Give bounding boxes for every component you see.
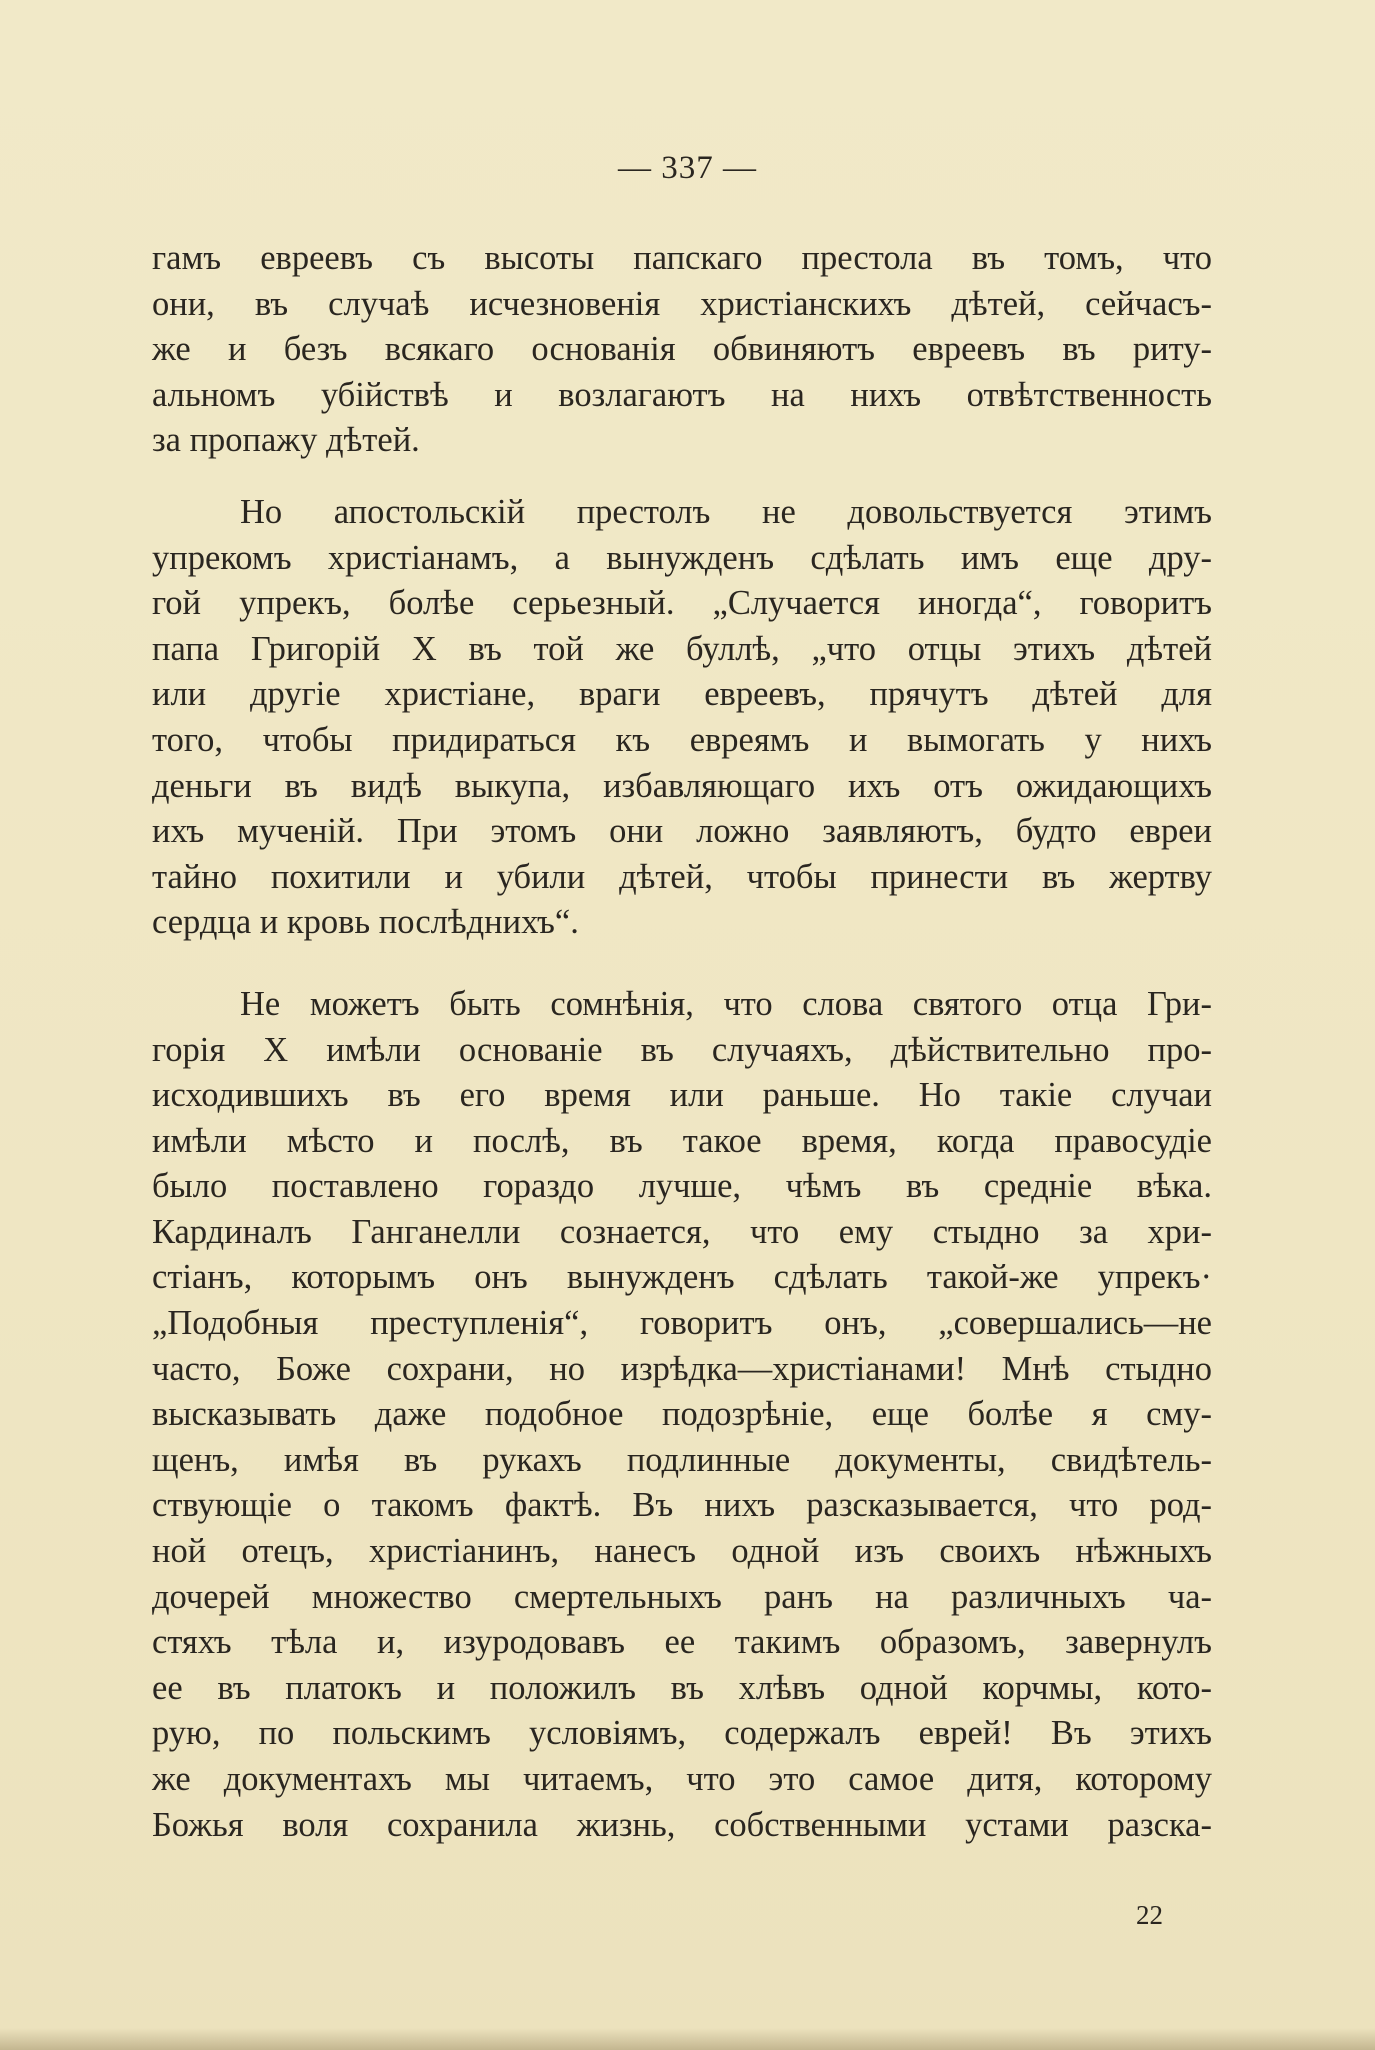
text-line: стяхъ тѣла и, изуродовавъ ее такимъ образомъ, завернулъ [152, 1623, 1212, 1662]
text-line: Божья воля сохранила жизнь, собственными устами разска- [152, 1805, 1212, 1844]
signature-mark: 22 [1136, 1900, 1163, 1930]
text-line: папа Григорій X въ той же буллѣ, „что отцы этихъ дѣтей [152, 629, 1212, 668]
text-line: тайно похитили и убили дѣтей, чтобы принести въ жертву [152, 857, 1212, 896]
text-line: дочерей множество смертельныхъ ранъ на различныхъ ча- [152, 1577, 1212, 1616]
text-line: Кардиналъ Ганганелли сознается, что ему стыдно за хри- [152, 1212, 1212, 1251]
paragraph-3 [152, 982, 1212, 1848]
text-line: ее въ платокъ и положилъ въ хлѣвъ одной корчмы, кото- [152, 1668, 1212, 1707]
text-line: же документахъ мы читаемъ, что это самое дитя, которому [152, 1760, 1212, 1798]
text-line: деньги въ видѣ выкупа, избавляющаго ихъ отъ ожидающихъ [152, 766, 1212, 805]
text-line: ствующіе о такомъ фактѣ. Въ нихъ разсказывается, что род- [152, 1486, 1212, 1525]
text-line: ной отецъ, христіанинъ, нанесъ одной изъ своихъ нѣжныхъ [152, 1532, 1212, 1571]
paragraph-1 [152, 236, 1212, 464]
text-line: „Подобныя преступленія“, говоритъ онъ, „совершались—не [152, 1304, 1212, 1343]
text-line: за пропажу дѣтей. [152, 421, 420, 460]
text-line: было поставлено гораздо лучше, чѣмъ въ средніе вѣка. [152, 1167, 1212, 1206]
text-line: альномъ убійствѣ и возлагаютъ на нихъ отвѣтственность [152, 375, 1212, 414]
text-line: высказывать даже подобное подозрѣніе, еще болѣе я сму- [152, 1395, 1212, 1434]
page-edge-shadow [0, 2028, 1375, 2050]
text-line: исходившихъ въ его время или раньше. Но такіе случаи [152, 1076, 1212, 1115]
text-line: Но апостольскій престолъ не довольствуется этимъ [240, 492, 1212, 531]
text-line: часто, Боже сохрани, но изрѣдка—христіанами! Мнѣ стыдно [152, 1349, 1212, 1388]
text-line: ихъ мученій. При этомъ они ложно заявляютъ, будто евреи [152, 812, 1212, 851]
text-line: или другіе христіане, враги евреевъ, прячутъ дѣтей для [152, 675, 1212, 714]
text-line: гой упрекъ, болѣе серьезный. „Случается иногда“, говоритъ [152, 584, 1212, 623]
text-line: горія X имѣли основаніе въ случаяхъ, дѣйствительно про- [152, 1030, 1212, 1069]
text-line: упрекомъ христіанамъ, а вынужденъ сдѣлать имъ еще дру- [152, 538, 1212, 577]
text-line: гамъ евреевъ съ высоты папскаго престола въ томъ, что [152, 239, 1212, 277]
text-line: сердца и кровь послѣднихъ“. [152, 903, 579, 942]
text-line: же и безъ всякаго основанія обвиняютъ евреевъ въ риту- [152, 330, 1212, 369]
text-line: того, чтобы придираться къ евреямъ и вымогать у нихъ [152, 720, 1212, 759]
text-line: рую, по польскимъ условіямъ, содержалъ еврей! Въ этихъ [152, 1714, 1212, 1753]
paragraph-2 [152, 490, 1212, 946]
body-text [152, 236, 1212, 1848]
text-line: они, въ случаѣ исчезновенія христіанскихъ дѣтей, сейчасъ- [152, 284, 1212, 323]
text-line: имѣли мѣсто и послѣ, въ такое время, когда правосудіе [152, 1121, 1212, 1160]
text-line: Не можетъ быть сомнѣнія, что слова святого отца Гри- [240, 984, 1212, 1023]
page-number: — 337 — [618, 150, 757, 186]
text-line: стіанъ, которымъ онъ вынужденъ сдѣлать такой-же упрекъ· [152, 1258, 1212, 1297]
text-line: щенъ, имѣя въ рукахъ подлинные документы, свидѣтель- [152, 1440, 1212, 1479]
